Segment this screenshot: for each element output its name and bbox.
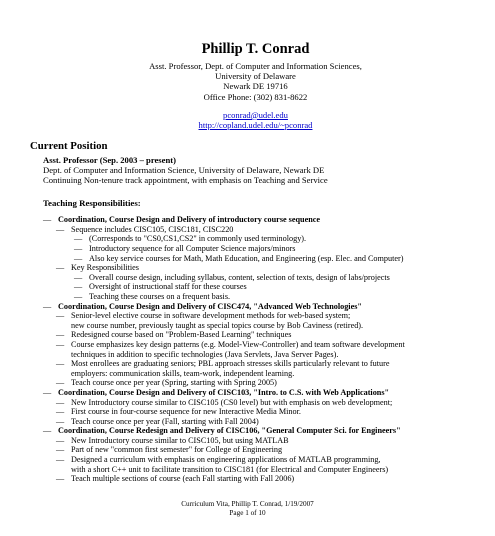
- item-text: Overall course design, including syllabus, content, selection of texts, design of labs/projects: [89, 272, 390, 282]
- item-text: New Introductory course similar to CISC105 (CS0 level) but with emphasis on web development;: [71, 397, 393, 407]
- address-line: Asst. Professor, Dept. of Computer and Information Sciences,: [149, 61, 362, 71]
- footer-line: Curriculum Vita, Phillip T. Conrad, 1/19/2007: [181, 500, 314, 508]
- detail-item: [43, 398, 481, 408]
- item-text: Also key service courses for Math, Math Education, and Engineering (esp. Elec. and Computer): [89, 253, 404, 263]
- dash-bullet: —: [74, 253, 83, 263]
- item-text: Coordination, Course Design and Delivery of CISC103, "Intro. to C.S. with Web Applications": [58, 387, 390, 397]
- item-text: Part of new "common first semester" for College of Engineering: [71, 445, 283, 455]
- course-item: [43, 215, 481, 225]
- dash-bullet: —: [43, 301, 52, 311]
- page-footer: [0, 500, 495, 517]
- dash-bullet: —: [56, 416, 65, 426]
- position-line: Continuing Non-tenure track appointment, with emphasis on Teaching and Service: [43, 175, 328, 186]
- detail-item: [43, 263, 481, 273]
- dash-bullet: —: [56, 474, 65, 484]
- item-text: Course emphasizes key design patterns (e.g. Model-View-Controller) and team software development: [71, 339, 405, 349]
- item-text: Teach course once per year (Spring, starting with Spring 2005): [71, 378, 277, 388]
- detail-item: [43, 225, 481, 235]
- contact-links: [30, 110, 481, 130]
- website-link[interactable]: http://copland.udel.edu/~pconrad: [198, 120, 313, 131]
- dash-bullet: —: [56, 397, 65, 407]
- item-continuation: employers: communication skills, team-work, independent learning.: [71, 368, 295, 378]
- address-line: Newark DE 19716: [223, 81, 288, 92]
- item-text: Most enrollees are graduating seniors; PBL approach stresses skills particularly relevant to future: [71, 359, 390, 369]
- item-text: Designed a curriculum with emphasis on engineering applications of MATLAB programming,: [71, 455, 381, 465]
- current-position-heading: Current Position: [30, 140, 108, 153]
- sub-detail-item: [43, 282, 481, 292]
- dash-bullet: —: [56, 435, 65, 445]
- dash-bullet: —: [56, 445, 65, 455]
- dash-bullet: —: [43, 426, 52, 436]
- dash-bullet: —: [43, 215, 52, 225]
- position-line: Dept. of Computer and Information Science, University of Delaware, Newark DE: [43, 165, 325, 176]
- sub-detail-item: [43, 254, 481, 264]
- detail-item: [43, 474, 481, 484]
- item-text: First course in four-course sequence for new Interactive Media Minor.: [71, 407, 301, 417]
- cv-header: [30, 41, 481, 130]
- detail-item: [43, 311, 481, 330]
- detail-item: [43, 340, 481, 359]
- dash-bullet: —: [56, 359, 65, 369]
- dash-bullet: —: [74, 234, 83, 244]
- address-line: Office Phone: (302) 831-8622: [203, 91, 308, 102]
- dash-bullet: —: [56, 455, 65, 465]
- address-line: University of Delaware: [215, 71, 296, 82]
- dash-bullet: —: [74, 272, 83, 282]
- teaching-list: [43, 215, 481, 484]
- sub-detail-item: [43, 292, 481, 302]
- item-text: Introductory sequence for all Computer Science majors/minors: [89, 244, 296, 253]
- sub-detail-item: [43, 273, 481, 283]
- detail-item: [43, 455, 481, 474]
- dash-bullet: —: [56, 378, 65, 388]
- item-text: Key Responsibilities: [71, 263, 139, 273]
- item-text: Coordination, Course Design and Delivery of introductory course sequence: [58, 215, 321, 225]
- dash-bullet: —: [74, 291, 83, 301]
- dash-bullet: —: [56, 339, 65, 349]
- detail-item: [43, 436, 481, 446]
- item-continuation: techniques in addition to specific technologies (Java Servlets, Java Server Pages).: [71, 349, 339, 359]
- address-block: [30, 61, 481, 102]
- dash-bullet: —: [74, 282, 83, 292]
- item-continuation: new course number, previously taught as special topics course by Bob Caviness (retired).: [71, 320, 364, 330]
- sub-detail-item: [43, 234, 481, 244]
- sub-detail-item: [43, 244, 481, 254]
- course-item: [43, 426, 481, 436]
- item-text: Teach course once per year (Fall, starting with Fall 2004): [71, 416, 259, 426]
- dash-bullet: —: [56, 224, 65, 234]
- item-text: Teach multiple sections of course (each Fall starting with Fall 2006): [71, 474, 295, 484]
- dash-bullet: —: [56, 263, 65, 273]
- dash-bullet: —: [56, 407, 65, 417]
- dash-bullet: —: [74, 244, 83, 253]
- item-text: New Introductory course similar to CISC105, but using MATLAB: [71, 435, 289, 445]
- page-number: Page 1 of 10: [229, 508, 266, 517]
- course-item: [43, 388, 481, 398]
- detail-item: [43, 417, 481, 427]
- dash-bullet: —: [43, 387, 52, 397]
- dash-bullet: —: [56, 330, 65, 340]
- item-text: Redesigned course based on "Problem-Based Learning" techniques: [71, 330, 292, 340]
- item-text: Teaching these courses on a frequent basis.: [89, 291, 231, 301]
- item-text: Coordination, Course Redesign and Delivery of CISC106, "General Computer Sci. for Engineers": [58, 426, 401, 436]
- document-page: [0, 41, 495, 536]
- email-link[interactable]: pconrad@udel.edu: [223, 109, 288, 120]
- item-text: Oversight of instructional staff for these courses: [89, 282, 247, 292]
- item-text: Coordination, Course Design and Delivery of CISC474, "Advanced Web Technologies": [58, 301, 362, 311]
- dash-bullet: —: [56, 311, 65, 321]
- detail-item: [43, 407, 481, 417]
- detail-item: [43, 378, 481, 388]
- course-item: [43, 302, 481, 312]
- item-text: (Corresponds to "CS0,CS1,CS2" in commonly used terminology).: [89, 234, 307, 244]
- detail-item: [43, 359, 481, 378]
- detail-item: [43, 445, 481, 455]
- author-name: Phillip T. Conrad: [201, 41, 310, 57]
- detail-item: [43, 330, 481, 340]
- item-text: Senior-level elective course in software development methods for web-based system;: [71, 311, 351, 321]
- teaching-heading: Teaching Responsibilities:: [43, 198, 141, 209]
- position-title: Asst. Professor (Sep. 2003 – present): [43, 155, 176, 166]
- item-text: Sequence includes CISC105, CISC181, CISC220: [71, 224, 234, 234]
- item-continuation: with a short C++ unit to facilitate transition to CISC181 (for Electrical and Computer Engineers): [71, 464, 389, 474]
